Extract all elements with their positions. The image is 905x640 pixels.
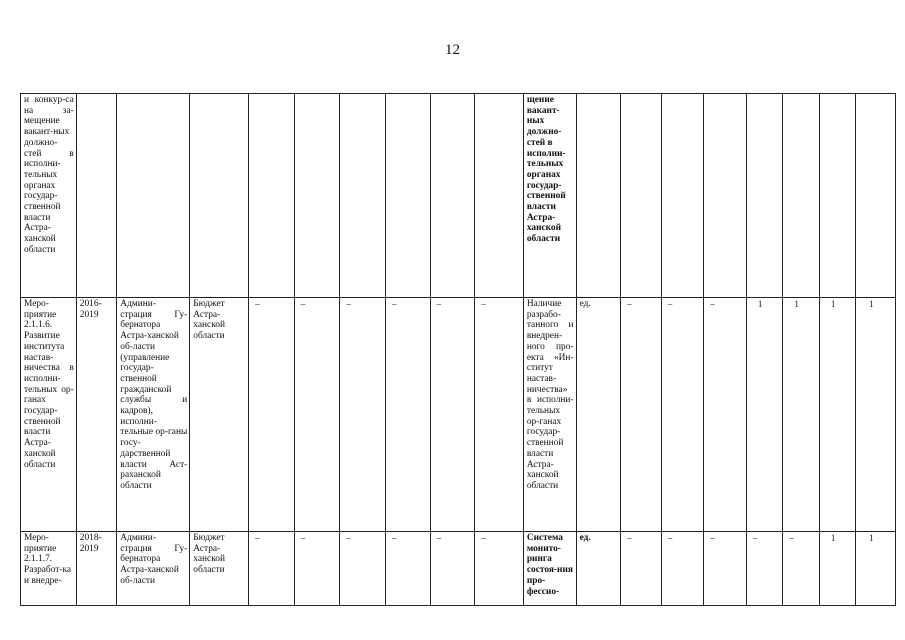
- source-cell: [190, 94, 249, 298]
- funding-cell: [294, 532, 340, 606]
- funding-value: –: [255, 533, 260, 543]
- indicator-value: –: [627, 533, 632, 543]
- indicator-value: 1: [868, 533, 874, 543]
- unit-cell: ед.: [576, 532, 621, 606]
- value-cell: [661, 94, 704, 298]
- funding-value: –: [391, 533, 397, 543]
- funding-cell: [385, 532, 430, 606]
- value-cell: [704, 298, 747, 532]
- table-row: [21, 298, 896, 532]
- executor-cell: Админи-страция Гу-бернатора Астра-ханской об-ласти (управление государ-ственной гражданской службы и кадров), исполни-тельные ор-ганы госу-дарственной власти Аст-раханской области: [117, 298, 190, 532]
- value-cell: [783, 532, 820, 606]
- indicator-value: –: [710, 299, 715, 309]
- executor-cell: Админи-страция Гу-бернатора Астра-ханской об-ласти: [117, 532, 190, 606]
- table-row: [21, 532, 896, 606]
- indicator-value: 1: [830, 533, 836, 543]
- indicator-value: 1: [830, 299, 836, 309]
- funding-cell: [475, 94, 524, 298]
- source-cell: Бюджет Астра-ханской области: [190, 532, 249, 606]
- funding-value: –: [255, 299, 260, 309]
- value-cell: [661, 532, 704, 606]
- indicator-value: –: [710, 533, 715, 543]
- event-name-cell: и конкур-са на за-мещение вакант-ных должно-стей в исполни-тельных органах государ-ственной власти Астра-ханской области: [21, 94, 77, 298]
- value-cell: [661, 298, 704, 532]
- funding-value: –: [300, 533, 306, 543]
- indicator-cell: щение вакант-ных должно-стей в исполни-тельных органах государ-ственной власти Астра-ханской области: [523, 94, 576, 298]
- funding-value: –: [346, 299, 351, 309]
- funding-cell: [294, 298, 340, 532]
- funding-cell: [340, 298, 386, 532]
- value-cell: [819, 94, 856, 298]
- funding-cell: [385, 94, 430, 298]
- value-cell: [856, 94, 896, 298]
- unit-cell: [576, 94, 621, 298]
- funding-cell: [340, 532, 386, 606]
- funding-cell: [294, 94, 340, 298]
- program-events-table: [20, 93, 896, 606]
- funding-cell: [249, 532, 295, 606]
- value-cell: [704, 532, 747, 606]
- funding-cell: [385, 298, 430, 532]
- funding-cell: [475, 532, 524, 606]
- funding-cell: [475, 298, 524, 532]
- funding-value: –: [436, 533, 442, 543]
- funding-cell: [249, 94, 295, 298]
- indicator-value: –: [789, 533, 794, 543]
- event-name-cell: Меро-приятие 2.1.1.7. Разработ-ка и внедре-: [21, 532, 77, 606]
- event-name-cell: Меро-приятие 2.1.1.6. Развитие института настав-ничества в исполни-тельных ор-ганах государ-ственной власти Астра-ханской области: [21, 298, 77, 532]
- funding-cell: [340, 94, 386, 298]
- indicator-value: –: [667, 533, 673, 543]
- value-cell: [783, 94, 820, 298]
- value-cell: [746, 298, 783, 532]
- value-cell: [746, 532, 783, 606]
- indicator-value: –: [667, 299, 673, 309]
- funding-cell: [430, 298, 475, 532]
- years-cell: 2016-2019: [76, 298, 117, 532]
- value-cell: [621, 532, 662, 606]
- indicator-cell: Система монито-ринга состоя-ния про-фессио-: [523, 532, 576, 606]
- funding-value: –: [481, 299, 486, 309]
- value-cell: [856, 532, 896, 606]
- indicator-value: 1: [794, 299, 799, 309]
- funding-value: –: [481, 533, 486, 543]
- executor-cell: [117, 94, 190, 298]
- value-cell: [746, 94, 783, 298]
- funding-cell: [430, 532, 475, 606]
- funding-value: –: [346, 533, 351, 543]
- years-cell: 2018-2019: [76, 532, 117, 606]
- indicator-value: –: [627, 299, 632, 309]
- funding-value: –: [300, 299, 306, 309]
- years-cell: [76, 94, 117, 298]
- value-cell: [819, 532, 856, 606]
- funding-value: –: [391, 299, 397, 309]
- funding-cell: [249, 298, 295, 532]
- indicator-value: 1: [757, 299, 763, 309]
- value-cell: [856, 298, 896, 532]
- indicator-value: –: [752, 533, 758, 543]
- value-cell: [819, 298, 856, 532]
- value-cell: [621, 298, 662, 532]
- unit-cell: ед.: [576, 298, 621, 532]
- funding-value: –: [436, 299, 442, 309]
- indicator-value: 1: [868, 299, 874, 309]
- value-cell: [621, 94, 662, 298]
- value-cell: [783, 298, 820, 532]
- value-cell: [704, 94, 747, 298]
- indicator-cell: Наличие разрабо-танного и внедрен-ного про-екта «Ин-ститут настав-ничества» в исполни-тельных ор-ганах государ-ственной власти Астра-ханской области: [523, 298, 576, 532]
- table-row: [21, 94, 896, 298]
- page-number: 12: [445, 42, 460, 58]
- source-cell: Бюджет Астра-ханской области: [190, 298, 249, 532]
- funding-cell: [430, 94, 475, 298]
